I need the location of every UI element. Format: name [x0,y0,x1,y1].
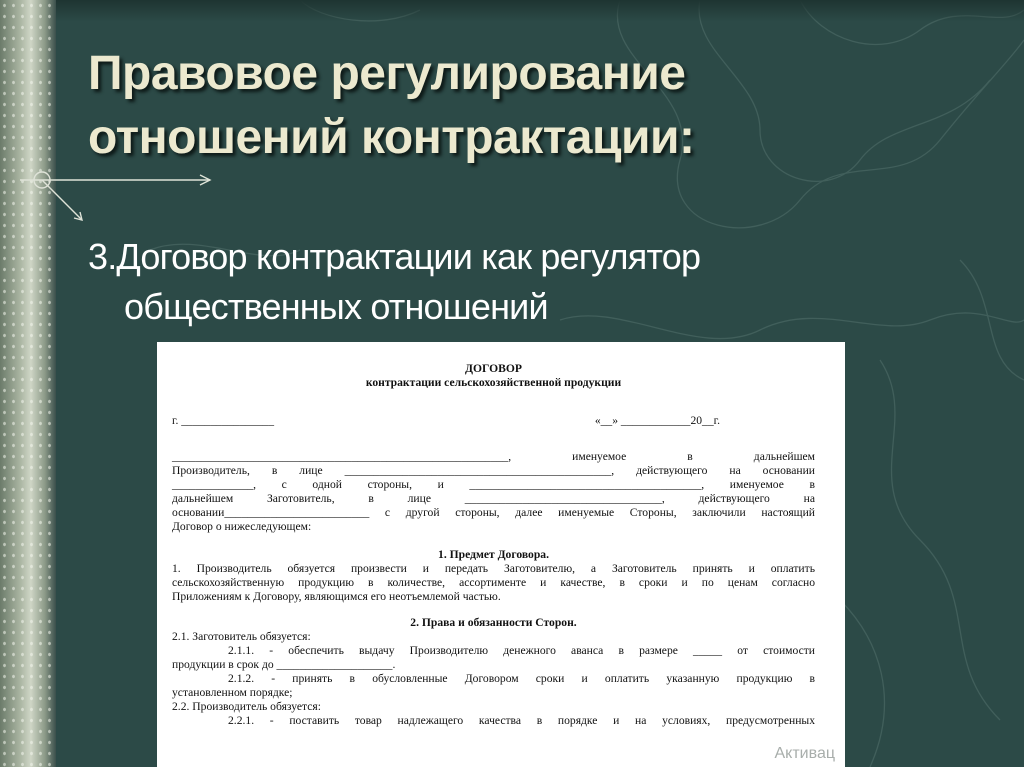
doc-subheading: контрактации сельскохозяйственной продукции [365,376,622,389]
doc-date: «__» ____________20__г. [594,414,720,427]
doc-preamble-line: __________________________________________________________, именуемое в дальнейшем [172,450,815,463]
slide-title-line-2: отношений контрактации: [88,111,695,164]
slide-title [88,42,988,170]
slide-title-line-1: Правовое регулирование [88,47,686,100]
doc-preamble-line: дальнейшем Заготовитель, в лице __________________________________, действующего на [172,492,815,505]
doc-section1-line: 1. Производитель обязуется произвести и передать Заготовителю, а Заготовитель принять и оплатить [172,562,815,575]
doc-preamble-line: ______________, с одной стороны, и ________________________________________, именуемое в [172,478,815,491]
top-shade [56,0,1024,22]
doc-section2-line: 2.2.1. - поставить товар надлежащего качества в порядке и на условиях, предусмотренных [228,714,815,727]
doc-section2-line: 2.1. Заготовитель обязуется: [172,630,311,643]
slide-subtitle-line-1: 3.Договор контрактации как регулятор [88,236,701,277]
doc-section2-line: 2.1.2. - принять в обусловленные Договором сроки и оплатить указанную продукцию в [228,672,815,685]
doc-place-date-row [172,414,815,428]
doc-section1-title: 1. Предмет Договора. [438,548,549,561]
doc-section2-line: продукции в срок до ____________________. [172,658,396,671]
doc-place: г. ________________ [172,414,274,427]
doc-section2-title: 2. Права и обязанности Сторон. [410,616,577,629]
slide-subtitle-line-2: общественных отношений [124,286,548,327]
left-strip-texture [0,0,56,767]
doc-preamble-line: Договор о нижеследующем: [172,520,312,533]
activation-watermark: Активац [774,745,835,762]
doc-section2-line: 2.1.1. - обеспечить выдачу Производителю денежного аванса в размере _____ от стоимости [228,644,815,657]
doc-section1-line: Приложениям к Договору, являющимся его неотъемлемой частью. [172,590,501,603]
contract-document-image [157,342,845,767]
doc-section1-line: сельскохозяйственную продукцию в количестве, ассортименте и качестве, в сроки и по ценам согласно [172,576,815,589]
doc-section2-line: 2.2. Производитель обязуется: [172,700,321,713]
doc-heading: ДОГОВОР [465,362,522,375]
doc-section2-line: установленном порядке; [172,686,293,699]
slide-subtitle [88,232,988,332]
doc-preamble-line: основании_________________________ с другой стороны, далее именуемые Стороны, заключили настоящий [172,506,815,519]
doc-preamble-line: Производитель, в лице ______________________________________________, действующего на основании [172,464,815,477]
